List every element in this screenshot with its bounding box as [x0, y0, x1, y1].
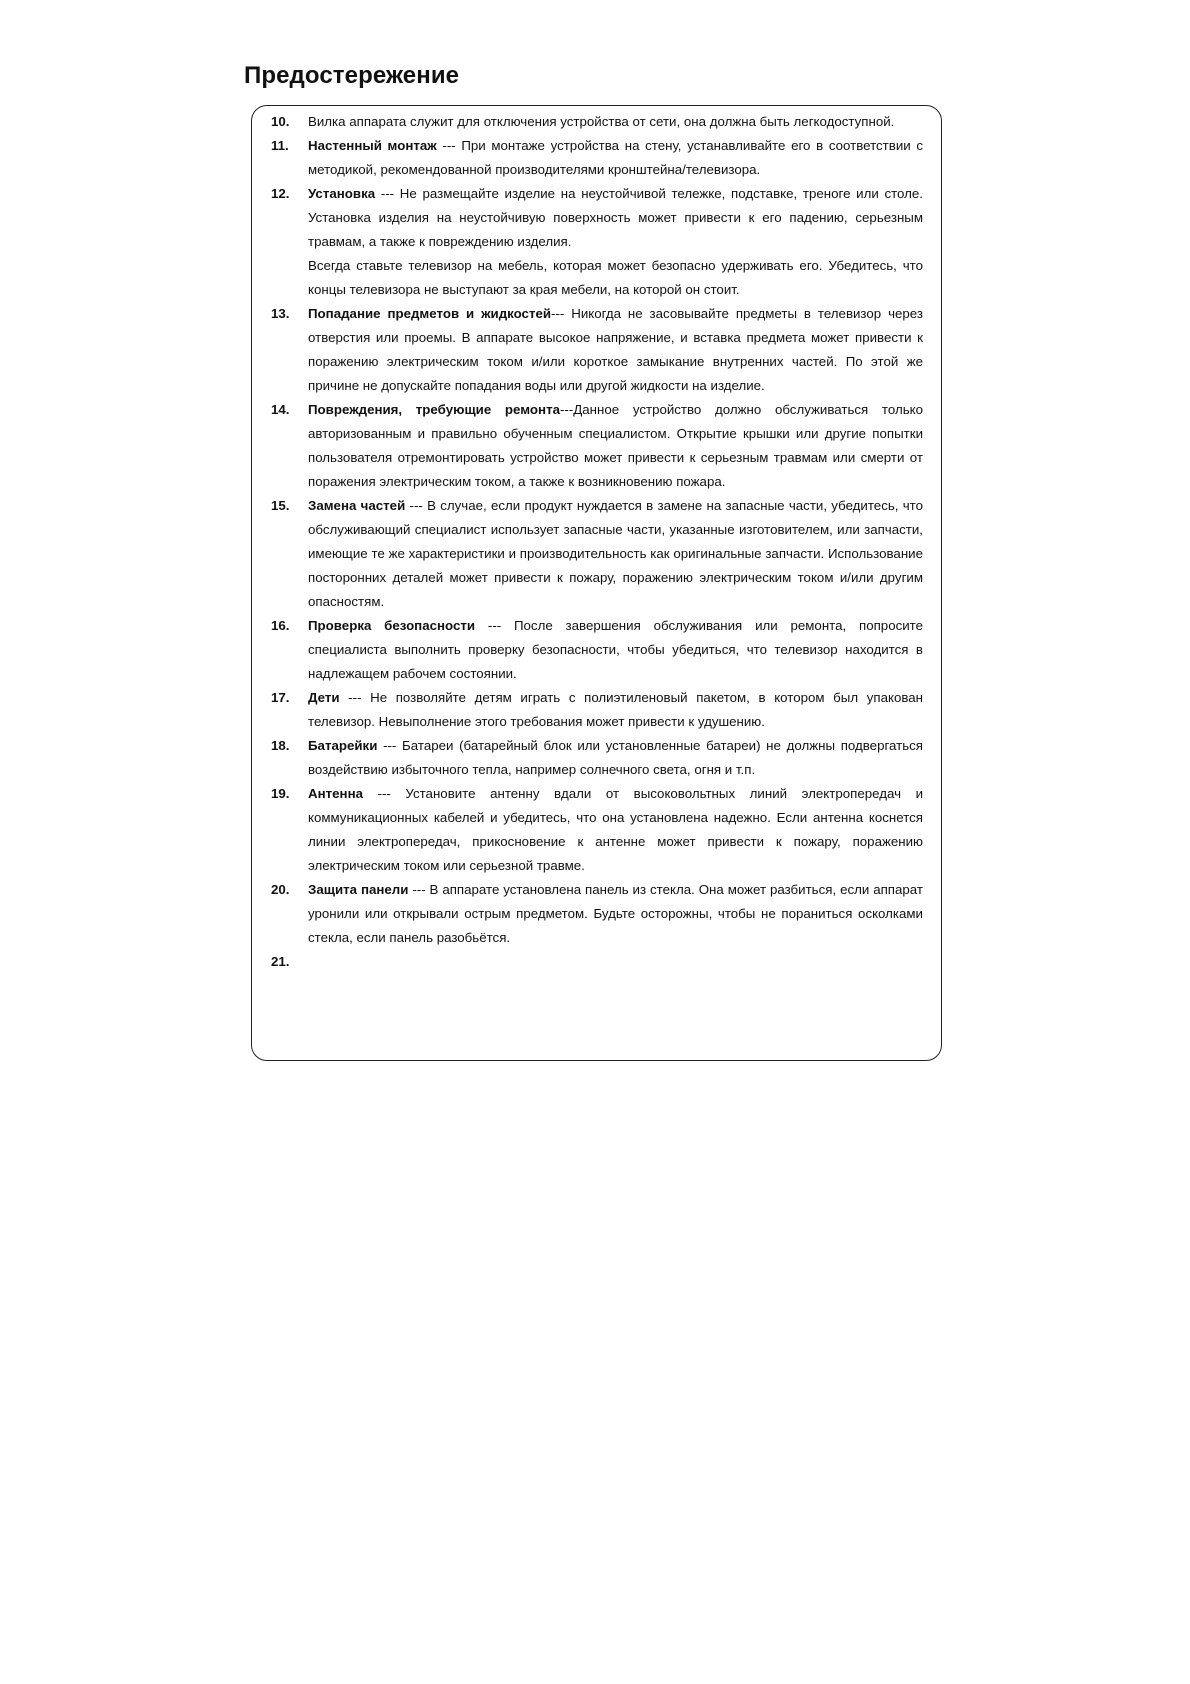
warning-list: [271, 110, 923, 974]
list-item: [271, 494, 923, 614]
item-number: 18.: [271, 738, 290, 753]
item-paragraph: [308, 134, 923, 182]
item-text: --- В случае, если продукт нуждается в замене на запасные части, убедитесь, что обслуживающий специалист использует запасные части, указанные изготовителем, или запчасти, имеющие те же характеристики и производительность как оригинальные запчасти. Использование посторонних деталей может привести к пожару, поражению электрическим током и/или другим опасностям.: [308, 498, 924, 609]
item-body: [308, 398, 923, 494]
item-text: --- После завершения обслуживания или ремонта, попросите специалиста выполнить проверку безопасности, чтобы убедиться, что телевизор находится в надлежащем рабочем состоянии.: [308, 618, 923, 681]
item-paragraph: [308, 398, 923, 494]
item-term: Установка: [308, 186, 376, 201]
item-text: --- При монтаже устройства на стену, устанавливайте его в соответствии с методикой, рекомендованной производителями кронштейна/телевизора.: [308, 138, 923, 177]
item-body: [308, 302, 923, 398]
list-item: [271, 182, 923, 302]
item-number: 11.: [271, 138, 289, 153]
item-paragraph: [308, 182, 923, 254]
item-term: Повреждения, требующие ремонта: [308, 402, 560, 417]
item-paragraph: [308, 686, 923, 734]
item-number: 17.: [271, 690, 290, 705]
list-item: [271, 734, 923, 782]
item-term: Проверка безопасности: [308, 618, 476, 633]
item-term: Дети: [308, 690, 340, 705]
item-term: Замена частей: [308, 498, 406, 513]
item-body: [308, 782, 923, 878]
list-item: [271, 398, 923, 494]
list-item: [271, 686, 923, 734]
item-term: Настенный монтаж: [308, 138, 437, 153]
item-number: 19.: [271, 786, 290, 801]
item-term: Попадание предметов и жидкостей: [308, 306, 552, 321]
item-number: 21.: [271, 954, 290, 969]
item-text: --- Не размещайте изделие на неустойчивой тележке, подставке, треноге или столе. Установка изделия на неустойчивую поверхность может привести к его падению, серьезным травмам, а также к повреждению изделия.: [308, 186, 923, 249]
item-text: --- В аппарате установлена панель из стекла. Она может разбиться, если аппарат уронили или открывали острым предметом. Будьте осторожны, чтобы не пораниться осколками стекла, если панель разобьётся.: [308, 882, 923, 945]
item-body: [308, 134, 923, 182]
item-body: [308, 878, 923, 950]
item-paragraph: [308, 878, 923, 950]
item-number: 10.: [271, 114, 290, 129]
list-item: [271, 878, 923, 950]
item-text: ---Данное устройство должно обслуживаться только авторизованным и правильно обученным специалистом. Открытие крышки или другие попытки пользователя отремонтировать устройство может привести к серьезным травмам или смерти от поражения электрическим током, а также к возникновению пожара.: [308, 402, 923, 489]
item-paragraph: [308, 782, 923, 878]
item-paragraph: [308, 614, 923, 686]
item-body: [308, 614, 923, 686]
item-text: --- Установите антенну вдали от высоковольтных линий электропередач и коммуникационных кабелей и убедитесь, что она установлена надежно. Если антенна коснется линии электропередач, прикосновение к антенне может привести к пожару, поражению электрическим током или серьезной травме.: [308, 786, 923, 873]
item-text: --- Батареи (батарейный блок или установленные батареи) не должны подвергаться воздействию избыточного тепла, например солнечного света, огня и т.п.: [308, 738, 923, 777]
item-body: [308, 110, 923, 134]
item-number: 12.: [271, 186, 290, 201]
item-paragraph: [308, 110, 923, 134]
list-item: [271, 614, 923, 686]
item-paragraph: [308, 734, 923, 782]
item-number: 15.: [271, 498, 290, 513]
item-paragraph: [308, 302, 923, 398]
item-number: 16.: [271, 618, 290, 633]
item-text: --- Никогда не засовывайте предметы в телевизор через отверстия или проемы. В аппарате высокое напряжение, и вставка предмета может привести к поражению электрическим током и/или короткое замыкание внутренних частей. По этой же причине не допускайте попадания воды или другой жидкости на изделие.: [308, 306, 923, 393]
item-body: [308, 182, 923, 302]
list-item: [271, 950, 923, 974]
item-extra-paragraph: Всегда ставьте телевизор на мебель, которая может безопасно удерживать его. Убедитесь, что концы телевизора не выступают за края мебели, на которой он стоит.: [308, 258, 923, 297]
item-text: --- Не позволяйте детям играть с полиэтиленовый пакетом, в котором был упакован телевизор. Невыполнение этого требования может привести к удушению.: [308, 690, 923, 729]
item-number: 20.: [271, 882, 290, 897]
item-term: Защита панели: [308, 882, 409, 897]
list-item: [271, 134, 923, 182]
item-paragraph: [308, 494, 923, 614]
item-term: Батарейки: [308, 738, 378, 753]
item-term: Антенна: [308, 786, 363, 801]
list-item: [271, 782, 923, 878]
page-title: Предостережение: [244, 62, 460, 89]
item-text: Вилка аппарата служит для отключения устройства от сети, она должна быть легкодоступной.: [308, 114, 895, 129]
item-number: 14.: [271, 402, 290, 417]
list-item: [271, 302, 923, 398]
item-number: 13.: [271, 306, 290, 321]
item-body: [308, 686, 923, 734]
item-body: [308, 494, 923, 614]
item-body: [308, 734, 923, 782]
list-item: [271, 110, 923, 134]
